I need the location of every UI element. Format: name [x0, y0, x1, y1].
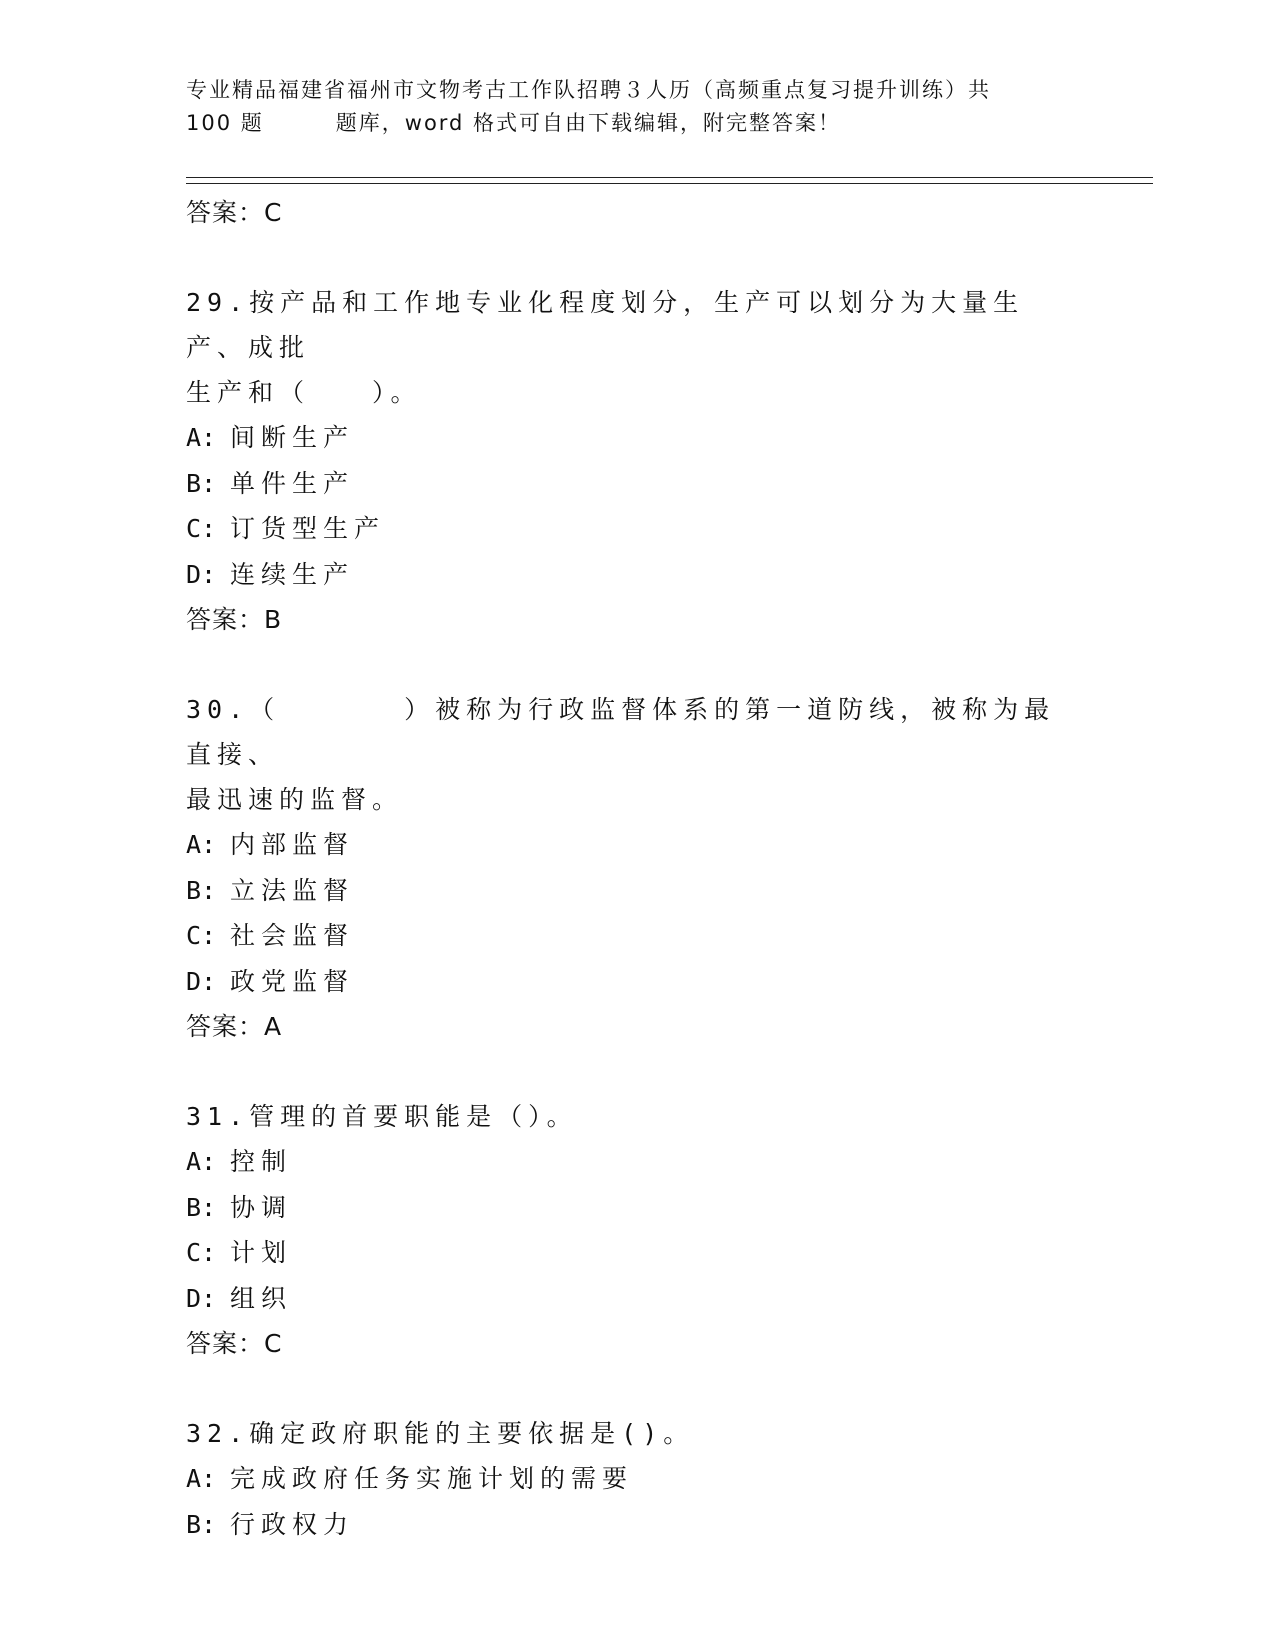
question-31: [186, 1094, 1086, 1367]
option-c: C: 社会监督: [186, 921, 355, 950]
option-b: B: 立法监督: [186, 875, 355, 905]
question-stem-continued: 生产和（ ）。: [186, 378, 422, 407]
header-question-count: 100 题: [186, 111, 264, 135]
question-stem: 29.按产品和工作地专业化程度划分，生产可以划分为大量生产、成批: [186, 288, 1025, 362]
answer-line: 答案：B: [186, 605, 283, 634]
option-a: A: 内部监督: [186, 830, 355, 859]
header-description: 题库，word 格式可自由下载编辑，附完整答案！: [335, 111, 842, 135]
option-a: A: 完成政府任务实施计划的需要: [186, 1464, 634, 1493]
option-a: A: 间断生产: [186, 423, 355, 452]
header-line-1: 专业精品福建省福州市文物考古工作队招聘３人历（高频重点复习提升训练）共: [186, 78, 991, 102]
option-c: C: 计划: [186, 1238, 293, 1267]
option-d: D: 组织: [186, 1283, 293, 1313]
header-line-2: [186, 107, 1086, 140]
header-divider-top: [186, 177, 1153, 178]
question-list: [186, 190, 1086, 1547]
answer-line: 答案：C: [186, 198, 283, 227]
option-d: D: 政党监督: [186, 966, 355, 996]
document-header: [186, 74, 1086, 140]
option-b: B: 协调: [186, 1192, 293, 1222]
option-a: A: 控制: [186, 1147, 293, 1176]
question-30: [186, 687, 1086, 1050]
answer-line: 答案：C: [186, 1329, 283, 1358]
header-divider-bottom: [186, 183, 1153, 184]
question-stem: 31.管理的首要职能是（）。: [186, 1102, 578, 1131]
question-29: [186, 280, 1086, 643]
question-stem: 32.确定政府职能的主要依据是()。: [186, 1419, 695, 1448]
option-d: D: 连续生产: [186, 559, 355, 589]
option-b: B: 行政权力: [186, 1509, 355, 1539]
option-b: B: 单件生产: [186, 468, 355, 498]
question-32: [186, 1411, 1086, 1547]
option-c: C: 订货型生产: [186, 514, 386, 543]
question-stem: 30.（ ）被称为行政监督体系的第一道防线，被称为最直接、: [186, 695, 1056, 769]
question-stem-continued: 最迅速的监督。: [186, 785, 404, 814]
answer-line: 答案：A: [186, 1012, 283, 1041]
